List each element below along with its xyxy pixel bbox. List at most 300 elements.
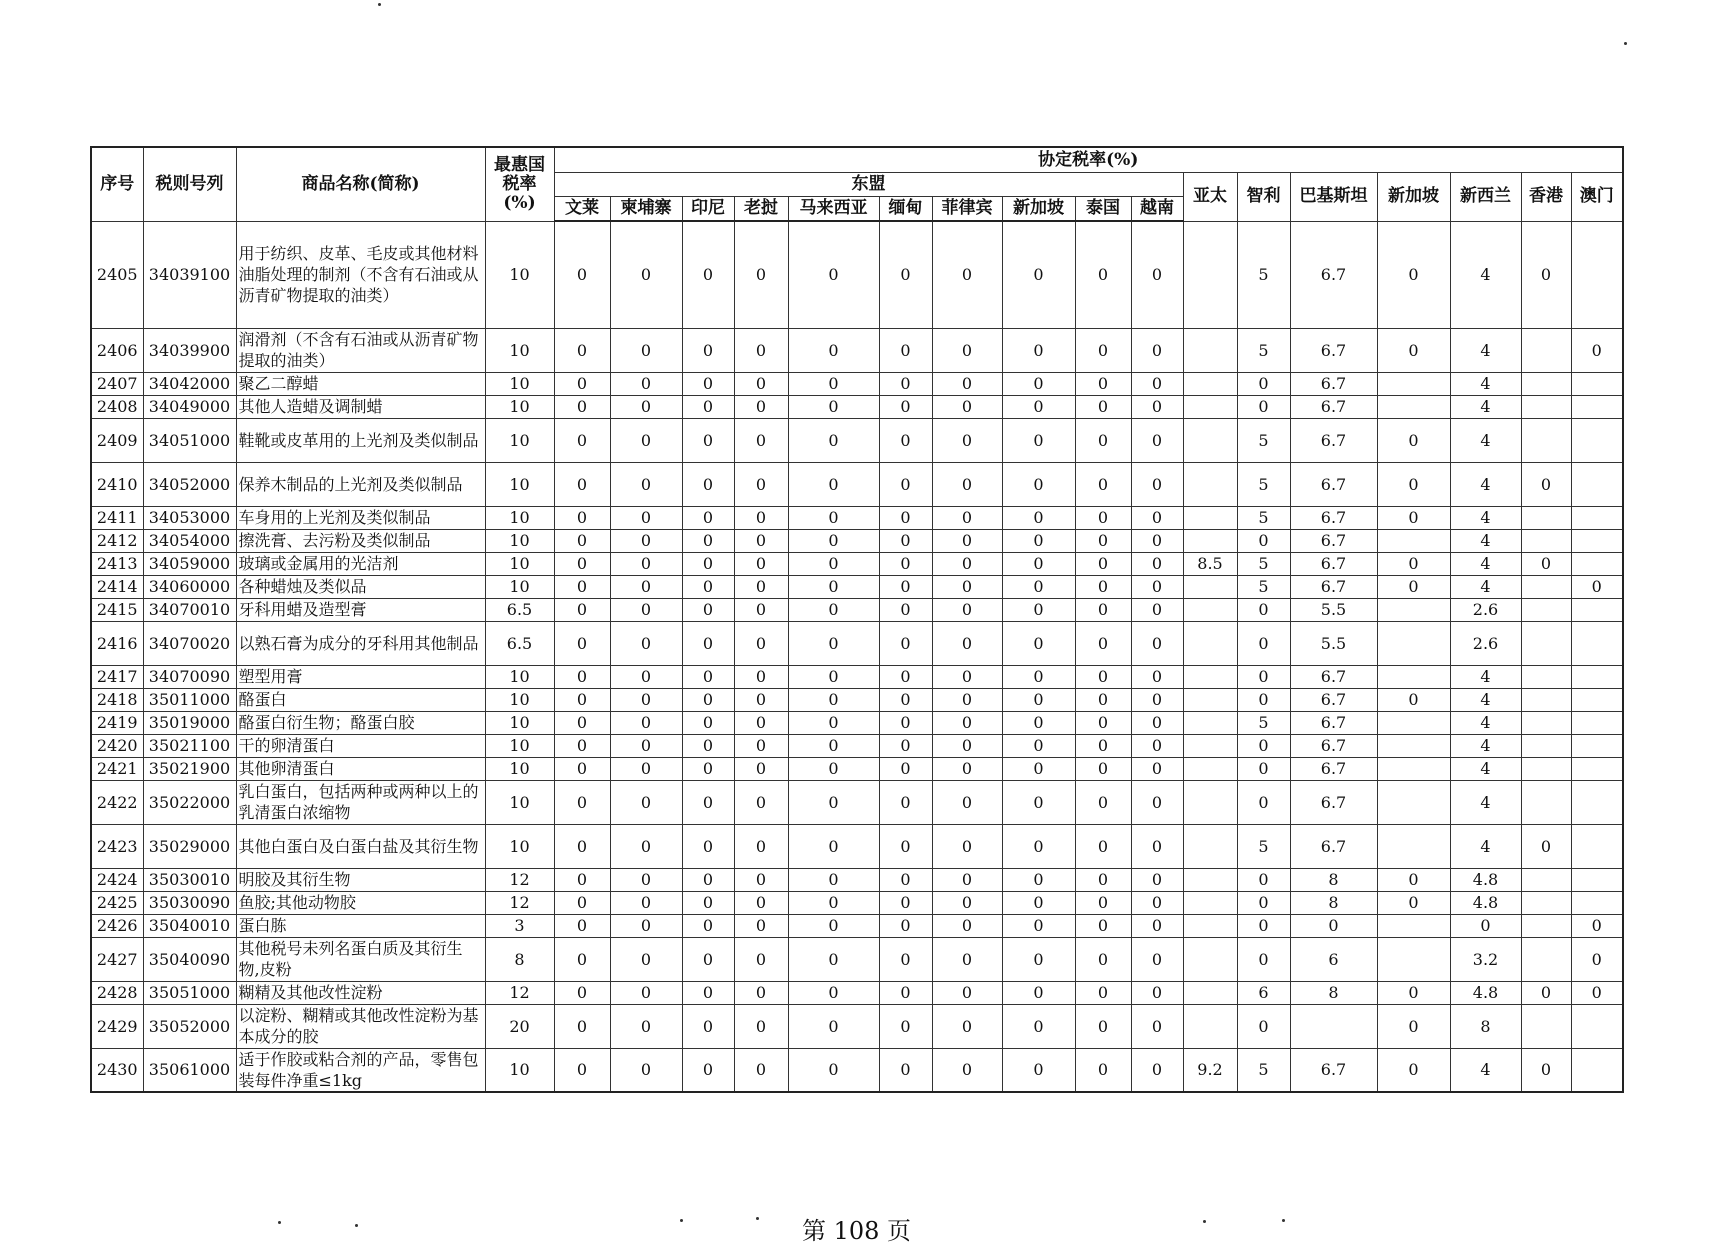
cell-seq: 2413 [91,552,143,575]
cell-asean-rate: 0 [788,418,879,462]
header-mfn [485,147,554,221]
cell-macau: 0 [1571,981,1623,1004]
cell-asean-rate: 0 [1075,221,1131,328]
cell-asean-rate: 0 [610,711,682,734]
cell-chile: 5 [1237,824,1290,868]
cell-chile: 5 [1237,575,1290,598]
table-row [91,328,1623,372]
cell-singapore [1377,665,1450,688]
cell-hong-kong [1521,328,1571,372]
cell-code: 35052000 [143,1004,236,1048]
cell-asean-rate: 0 [788,711,879,734]
cell-asean-rate: 0 [1131,914,1183,937]
cell-apta [1183,529,1237,552]
cell-asean-rate: 0 [610,757,682,780]
cell-asean-rate: 0 [1002,757,1075,780]
scan-speck [355,1224,358,1227]
cell-asean-rate: 0 [734,529,788,552]
cell-asean-rate: 0 [1075,598,1131,621]
cell-asean-rate: 0 [1075,688,1131,711]
cell-asean-rate: 0 [1002,418,1075,462]
scan-speck [680,1219,683,1222]
cell-hong-kong [1521,757,1571,780]
cell-asean-rate: 0 [788,824,879,868]
cell-asean-rate: 0 [554,711,610,734]
header-asean-member: 老挝 [734,197,788,222]
cell-hong-kong [1521,529,1571,552]
cell-name: 用于纺织、皮革、毛皮或其他材料油脂处理的制剂（不含有石油或从沥青矿物提取的油类） [236,221,485,328]
table-row [91,598,1623,621]
cell-chile: 0 [1237,1004,1290,1048]
cell-name: 车身用的上光剂及类似制品 [236,506,485,529]
cell-asean-rate: 0 [554,914,610,937]
cell-asean-rate: 0 [788,1004,879,1048]
cell-asean-rate: 0 [610,914,682,937]
cell-new-zealand: 4.8 [1450,981,1521,1004]
scan-speck [1624,42,1627,45]
cell-asean-rate: 0 [1002,868,1075,891]
cell-chile: 0 [1237,621,1290,665]
cell-asean-rate: 0 [932,711,1002,734]
cell-asean-rate: 0 [734,734,788,757]
cell-chile: 0 [1237,598,1290,621]
cell-asean-rate: 0 [682,914,734,937]
cell-apta [1183,891,1237,914]
header-code: 税则号列 [143,147,236,221]
cell-apta [1183,462,1237,506]
cell-asean-rate: 0 [1075,575,1131,598]
cell-macau [1571,598,1623,621]
cell-mfn: 10 [485,221,554,328]
cell-code: 34070090 [143,665,236,688]
cell-hong-kong [1521,891,1571,914]
cell-new-zealand: 4 [1450,711,1521,734]
cell-new-zealand: 4 [1450,575,1521,598]
cell-asean-rate: 0 [788,868,879,891]
cell-asean-rate: 0 [879,734,932,757]
table-row [91,506,1623,529]
cell-asean-rate: 0 [682,418,734,462]
cell-macau [1571,529,1623,552]
cell-macau [1571,734,1623,757]
cell-name: 其他白蛋白及白蛋白盐及其衍生物 [236,824,485,868]
cell-asean-rate: 0 [1131,395,1183,418]
cell-asean-rate: 0 [682,891,734,914]
cell-singapore [1377,757,1450,780]
cell-asean-rate: 0 [610,981,682,1004]
cell-asean-rate: 0 [1131,598,1183,621]
cell-asean-rate: 0 [554,665,610,688]
cell-name: 以熟石膏为成分的牙科用其他制品 [236,621,485,665]
cell-asean-rate: 0 [788,734,879,757]
cell-macau [1571,395,1623,418]
cell-asean-rate: 0 [682,688,734,711]
cell-asean-rate: 0 [610,552,682,575]
cell-pakistan: 6.7 [1290,734,1377,757]
cell-seq: 2408 [91,395,143,418]
cell-asean-rate: 0 [734,937,788,981]
cell-apta [1183,1004,1237,1048]
cell-asean-rate: 0 [682,462,734,506]
cell-asean-rate: 0 [932,780,1002,824]
cell-seq: 2425 [91,891,143,914]
cell-asean-rate: 0 [554,780,610,824]
cell-apta [1183,598,1237,621]
cell-new-zealand: 4 [1450,824,1521,868]
cell-asean-rate: 0 [879,221,932,328]
cell-seq: 2426 [91,914,143,937]
cell-asean-rate: 0 [788,914,879,937]
cell-asean-rate: 0 [1075,1004,1131,1048]
cell-new-zealand: 2.6 [1450,621,1521,665]
cell-asean-rate: 0 [1002,914,1075,937]
cell-asean-rate: 0 [734,462,788,506]
cell-pakistan: 6.7 [1290,372,1377,395]
cell-asean-rate: 0 [1075,462,1131,506]
cell-asean-rate: 0 [1002,552,1075,575]
cell-asean-rate: 0 [1131,328,1183,372]
cell-asean-rate: 0 [734,757,788,780]
cell-singapore: 0 [1377,221,1450,328]
cell-name: 蛋白胨 [236,914,485,937]
cell-macau [1571,711,1623,734]
cell-macau [1571,621,1623,665]
cell-asean-rate: 0 [879,552,932,575]
cell-asean-rate: 0 [788,575,879,598]
cell-asean-rate: 0 [932,529,1002,552]
cell-seq: 2429 [91,1004,143,1048]
cell-pakistan: 6.7 [1290,221,1377,328]
cell-asean-rate: 0 [610,937,682,981]
cell-asean-rate: 0 [734,824,788,868]
cell-new-zealand: 4 [1450,221,1521,328]
table-row [91,780,1623,824]
cell-seq: 2405 [91,221,143,328]
cell-asean-rate: 0 [879,418,932,462]
cell-macau [1571,221,1623,328]
cell-asean-rate: 0 [734,891,788,914]
cell-asean-rate: 0 [554,734,610,757]
cell-new-zealand: 4 [1450,1048,1521,1092]
table-row [91,395,1623,418]
cell-asean-rate: 0 [1002,328,1075,372]
cell-code: 35040090 [143,937,236,981]
cell-asean-rate: 0 [788,221,879,328]
cell-hong-kong [1521,418,1571,462]
cell-pakistan: 6.7 [1290,328,1377,372]
cell-asean-rate: 0 [554,529,610,552]
cell-mfn: 6.5 [485,598,554,621]
cell-seq: 2418 [91,688,143,711]
cell-asean-rate: 0 [610,734,682,757]
cell-code: 35040010 [143,914,236,937]
cell-code: 35061000 [143,1048,236,1092]
cell-asean-rate: 0 [1002,221,1075,328]
cell-hong-kong: 0 [1521,981,1571,1004]
cell-asean-rate: 0 [682,780,734,824]
cell-mfn: 10 [485,395,554,418]
cell-asean-rate: 0 [1075,418,1131,462]
cell-macau [1571,824,1623,868]
cell-chile: 0 [1237,529,1290,552]
cell-pakistan: 6.7 [1290,575,1377,598]
cell-asean-rate: 0 [1002,824,1075,868]
cell-pakistan: 6.7 [1290,1048,1377,1092]
cell-asean-rate: 0 [1131,575,1183,598]
header-asean-member: 印尼 [682,197,734,222]
table-row [91,221,1623,328]
cell-apta [1183,621,1237,665]
scan-speck [278,1221,281,1224]
header-asean: 东盟 [554,173,1183,197]
cell-macau [1571,506,1623,529]
header-hong-kong: 香港 [1521,173,1571,222]
cell-singapore [1377,598,1450,621]
cell-asean-rate: 0 [1002,395,1075,418]
cell-asean-rate: 0 [788,621,879,665]
cell-hong-kong [1521,598,1571,621]
cell-asean-rate: 0 [734,506,788,529]
cell-asean-rate: 0 [932,734,1002,757]
cell-asean-rate: 0 [682,665,734,688]
cell-asean-rate: 0 [1131,552,1183,575]
cell-asean-rate: 0 [734,575,788,598]
cell-asean-rate: 0 [1075,529,1131,552]
cell-macau [1571,372,1623,395]
cell-asean-rate: 0 [734,328,788,372]
table-row [91,981,1623,1004]
cell-asean-rate: 0 [932,1004,1002,1048]
cell-singapore: 0 [1377,418,1450,462]
cell-chile: 5 [1237,1048,1290,1092]
cell-asean-rate: 0 [1131,506,1183,529]
cell-new-zealand: 4 [1450,395,1521,418]
cell-code: 35030090 [143,891,236,914]
cell-new-zealand: 8 [1450,1004,1521,1048]
header-seq: 序号 [91,147,143,221]
cell-asean-rate: 0 [734,1048,788,1092]
cell-asean-rate: 0 [932,688,1002,711]
cell-asean-rate: 0 [788,506,879,529]
cell-code: 34049000 [143,395,236,418]
cell-chile: 0 [1237,868,1290,891]
cell-asean-rate: 0 [788,981,879,1004]
scan-speck [378,3,381,6]
cell-chile: 0 [1237,937,1290,981]
cell-singapore: 0 [1377,891,1450,914]
cell-pakistan: 6.7 [1290,665,1377,688]
cell-asean-rate: 0 [879,937,932,981]
cell-mfn: 10 [485,824,554,868]
cell-code: 35021900 [143,757,236,780]
cell-singapore: 0 [1377,506,1450,529]
cell-code: 35030010 [143,868,236,891]
header-mfn-line: 最惠国 [494,154,545,175]
cell-code: 34039100 [143,221,236,328]
cell-asean-rate: 0 [1131,688,1183,711]
cell-asean-rate: 0 [554,418,610,462]
cell-asean-rate: 0 [1002,1048,1075,1092]
cell-asean-rate: 0 [879,1004,932,1048]
cell-apta [1183,780,1237,824]
cell-code: 34053000 [143,506,236,529]
cell-asean-rate: 0 [554,937,610,981]
cell-new-zealand: 4.8 [1450,868,1521,891]
cell-asean-rate: 0 [734,780,788,824]
cell-apta [1183,221,1237,328]
cell-asean-rate: 0 [610,868,682,891]
cell-mfn: 10 [485,665,554,688]
cell-asean-rate: 0 [788,937,879,981]
cell-asean-rate: 0 [610,395,682,418]
cell-hong-kong: 0 [1521,1048,1571,1092]
cell-asean-rate: 0 [1075,372,1131,395]
tariff-table [90,146,1624,1093]
cell-pakistan: 5.5 [1290,621,1377,665]
cell-apta [1183,688,1237,711]
cell-asean-rate: 0 [1131,824,1183,868]
cell-asean-rate: 0 [1131,891,1183,914]
cell-apta [1183,757,1237,780]
cell-asean-rate: 0 [554,891,610,914]
cell-macau [1571,891,1623,914]
cell-apta [1183,575,1237,598]
cell-apta [1183,868,1237,891]
table-row [91,529,1623,552]
cell-pakistan: 6.7 [1290,395,1377,418]
cell-asean-rate: 0 [788,780,879,824]
cell-name: 干的卵清蛋白 [236,734,485,757]
cell-chile: 5 [1237,552,1290,575]
cell-singapore [1377,780,1450,824]
cell-asean-rate: 0 [788,688,879,711]
cell-mfn: 12 [485,981,554,1004]
cell-asean-rate: 0 [1131,418,1183,462]
cell-new-zealand: 4 [1450,734,1521,757]
cell-asean-rate: 0 [554,981,610,1004]
cell-asean-rate: 0 [610,418,682,462]
cell-asean-rate: 0 [554,621,610,665]
cell-macau [1571,462,1623,506]
cell-name: 酪蛋白 [236,688,485,711]
cell-asean-rate: 0 [932,575,1002,598]
cell-asean-rate: 0 [554,328,610,372]
cell-mfn: 3 [485,914,554,937]
table-row [91,757,1623,780]
cell-name: 塑型用膏 [236,665,485,688]
cell-code: 34054000 [143,529,236,552]
cell-asean-rate: 0 [610,824,682,868]
header-mfn-line: (%) [503,192,536,213]
cell-chile: 5 [1237,221,1290,328]
cell-chile: 0 [1237,688,1290,711]
cell-pakistan: 0 [1290,914,1377,937]
cell-asean-rate: 0 [879,688,932,711]
cell-asean-rate: 0 [682,529,734,552]
cell-asean-rate: 0 [554,868,610,891]
table-row [91,891,1623,914]
cell-new-zealand: 4 [1450,462,1521,506]
cell-singapore [1377,914,1450,937]
cell-hong-kong: 0 [1521,221,1571,328]
header-name: 商品名称(简称) [236,147,485,221]
header-chile: 智利 [1237,173,1290,222]
cell-macau [1571,868,1623,891]
cell-asean-rate: 0 [1131,780,1183,824]
cell-asean-rate: 0 [682,372,734,395]
cell-name: 糊精及其他改性淀粉 [236,981,485,1004]
cell-singapore: 0 [1377,552,1450,575]
cell-chile: 0 [1237,395,1290,418]
cell-chile: 5 [1237,506,1290,529]
cell-name: 聚乙二醇蜡 [236,372,485,395]
cell-singapore [1377,937,1450,981]
cell-asean-rate: 0 [554,372,610,395]
cell-asean-rate: 0 [682,598,734,621]
cell-new-zealand: 4 [1450,506,1521,529]
cell-name: 牙科用蜡及造型膏 [236,598,485,621]
cell-hong-kong [1521,372,1571,395]
cell-asean-rate: 0 [788,395,879,418]
cell-apta [1183,506,1237,529]
cell-asean-rate: 0 [682,981,734,1004]
cell-asean-rate: 0 [610,621,682,665]
cell-mfn: 10 [485,734,554,757]
cell-asean-rate: 0 [1131,1048,1183,1092]
cell-asean-rate: 0 [1075,824,1131,868]
cell-new-zealand: 4 [1450,328,1521,372]
cell-asean-rate: 0 [610,529,682,552]
cell-asean-rate: 0 [1075,395,1131,418]
table-row [91,552,1623,575]
table-row [91,462,1623,506]
cell-asean-rate: 0 [610,598,682,621]
cell-apta [1183,981,1237,1004]
cell-seq: 2412 [91,529,143,552]
cell-asean-rate: 0 [879,529,932,552]
cell-new-zealand: 4 [1450,418,1521,462]
cell-asean-rate: 0 [554,598,610,621]
cell-chile: 0 [1237,372,1290,395]
cell-asean-rate: 0 [1075,1048,1131,1092]
cell-asean-rate: 0 [554,688,610,711]
cell-macau: 0 [1571,937,1623,981]
cell-asean-rate: 0 [879,665,932,688]
cell-asean-rate: 0 [1002,372,1075,395]
cell-code: 34039900 [143,328,236,372]
cell-asean-rate: 0 [682,621,734,665]
cell-asean-rate: 0 [734,665,788,688]
cell-mfn: 6.5 [485,621,554,665]
cell-pakistan: 6.7 [1290,418,1377,462]
cell-hong-kong: 0 [1521,552,1571,575]
cell-asean-rate: 0 [879,575,932,598]
cell-asean-rate: 0 [1002,1004,1075,1048]
cell-pakistan [1290,1004,1377,1048]
cell-hong-kong: 0 [1521,462,1571,506]
cell-asean-rate: 0 [554,395,610,418]
cell-asean-rate: 0 [1075,757,1131,780]
cell-asean-rate: 0 [788,757,879,780]
cell-seq: 2406 [91,328,143,372]
cell-chile: 6 [1237,981,1290,1004]
header-agreement: 协定税率(%) [554,147,1623,173]
cell-hong-kong [1521,868,1571,891]
cell-asean-rate: 0 [610,221,682,328]
cell-asean-rate: 0 [682,221,734,328]
cell-asean-rate: 0 [610,665,682,688]
cell-code: 34059000 [143,552,236,575]
